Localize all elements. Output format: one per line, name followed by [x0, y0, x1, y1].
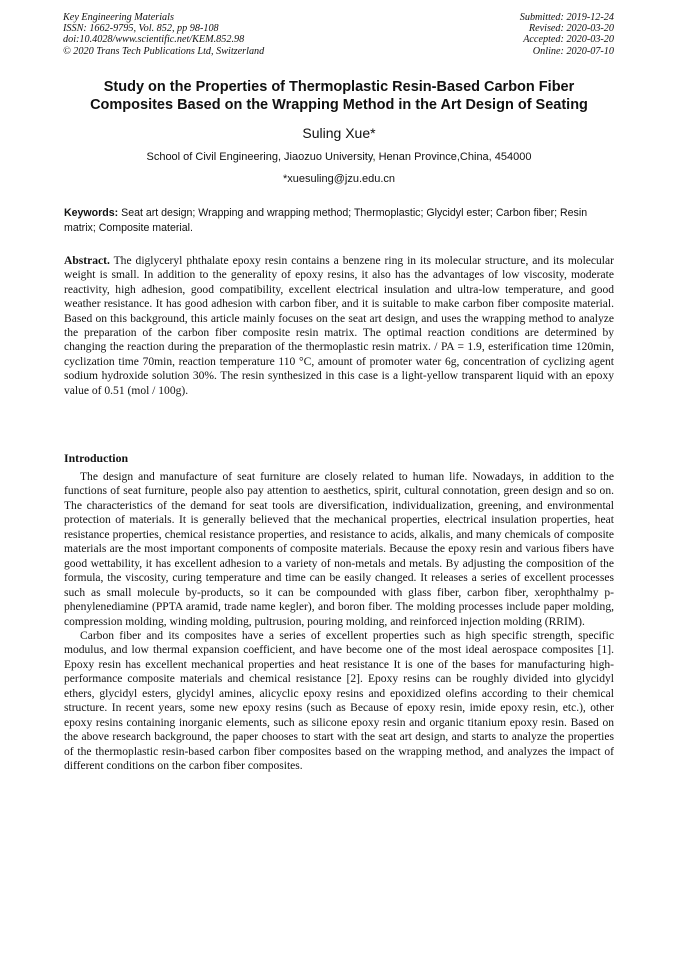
author-affiliation: School of Civil Engineering, Jiaozuo University, Henan Province,China, 454000: [146, 151, 532, 163]
introduction-body: [64, 470, 614, 774]
paper-title: [40, 78, 638, 114]
journal-name: Key Engineering Materials: [63, 12, 174, 23]
keywords-label: Keywords:: [64, 207, 119, 219]
abstract-text: The diglyceryl phthalate epoxy resin contains a benzene ring in its molecular structure, and its molecular weight is small. In addition to the generality of epoxy resins, it also has the advantages of low viscosity, moderate reactivity, high adhesion, good compatibility, excellent electrical insulation and ultra-low temperature, and good weather resistance. It has good adhesion with carbon fiber, and it is suitable to make carbon fiber composite material. Based on this background, this article mainly focuses on the seat art design, and uses the wrapping method to analyze the preparation of the carbon fiber composite resin matrix. The optimal reaction conditions are determined by changing the reaction during the preparation of the thermoplastic resin matrix. / PA = 1.9, esterification time 120min, cyclization time 70min, reaction temperature 110 °C, amount of promoter water 6g, concentration of cyclizing agent sodium hydroxide solution 30%. The resin synthesized in this case is a light-yellow transparent liquid with an epoxy value of 0.51 (mol / 100g).: [64, 255, 614, 397]
abstract-block: [64, 254, 614, 398]
publication-dates: [520, 12, 614, 57]
journal-info: [63, 12, 264, 57]
author-email[interactable]: *xuesuling@jzu.edu.cn: [282, 173, 396, 185]
introduction-heading: Introduction: [64, 451, 129, 465]
copyright-line: © 2020 Trans Tech Publications Ltd, Switzerland: [63, 45, 265, 57]
issn-line: ISSN: 1662-9795, Vol. 852, pp 98-108: [63, 23, 219, 35]
keywords-block: [64, 206, 616, 235]
title-line-2: Composites Based on the Wrapping Method in the Art Design of Seating: [90, 97, 588, 113]
submitted-date: Submitted: 2019-12-24: [519, 12, 614, 23]
online-date: Online: 2020-07-10: [532, 45, 614, 57]
title-line-1: Study on the Properties of Thermoplastic Resin-Based Carbon Fiber: [103, 79, 575, 95]
intro-paragraph: The design and manufacture of seat furniture are closely related to human life. Nowadays, in addition to the functions of seat furniture, people also pay attention to aesthetics, spirit, cultural connotation, green design and so on. The characteristics of the demand for seat tools are diversification, individualization, greening, and environmental protection of materials. It is generally believed that the mechanical properties, electrical insulation properties, heat resistance properties, chemical resistance properties, and resistance to acids, alkalis, and many chemicals of composite materials are the most important components of composite materials. Because the epoxy resin and various fibers have good wettability, it has excellent adhesion to a variety of non-metals and metals. By adjusting the composition of the formula, the viscosity, curing temperature and time can be easily changed. It releases a series of excellent processes such as small molecule by-products, so it can be compounded with glass fiber, carbon fiber, xerophthalmy p-phenylenediamine (PPTA aramid, trade name kegler), and boron fiber. The molding processes include paper molding, compression molding, winding molding, pultrusion, pouring molding, and reinforced injection molding (RRIM).: [64, 471, 614, 628]
author-name: Suling Xue*: [302, 125, 376, 141]
revised-date: Revised: 2020-03-20: [528, 23, 614, 35]
keywords-text: Seat art design; Wrapping and wrapping method; Thermoplastic; Glycidyl ester; Carbon fiber; Resin matrix; Composite material.: [64, 207, 588, 234]
accepted-date: Accepted: 2020-03-20: [523, 34, 614, 46]
intro-paragraph: Carbon fiber and its composites have a series of excellent properties such as high specific strength, specific modulus, and low thermal expansion coefficient, and have become one of the most ideal aerospace composites [1]. Epoxy resin has excellent mechanical properties and heat resistance It is one of the bases for manufacturing high-performance composite materials and chemical resistance [2]. Epoxy resins can be roughly divided into glycidyl ethers, glycidyl esters, glycidyl amines, alicyclic epoxy resins and epoxidized olefins according to their chemical structure. In recent years, some new epoxy resins (such as Because of epoxy resin, imide epoxy resin, etc.), other epoxy resins containing inorganic elements, such as silicone epoxy resin and organic titanium epoxy resin. Based on the above research background, the paper chooses to start with the seat art design, and starts to analyze the properties of the thermoplastic resin-based carbon fiber composites based on the wrapping method, and analyzes the impact of different conditions on the carbon fiber composites.: [64, 629, 614, 773]
doi-line[interactable]: doi:10.4028/www.scientific.net/KEM.852.98: [63, 34, 245, 46]
abstract-label: Abstract.: [64, 255, 110, 267]
